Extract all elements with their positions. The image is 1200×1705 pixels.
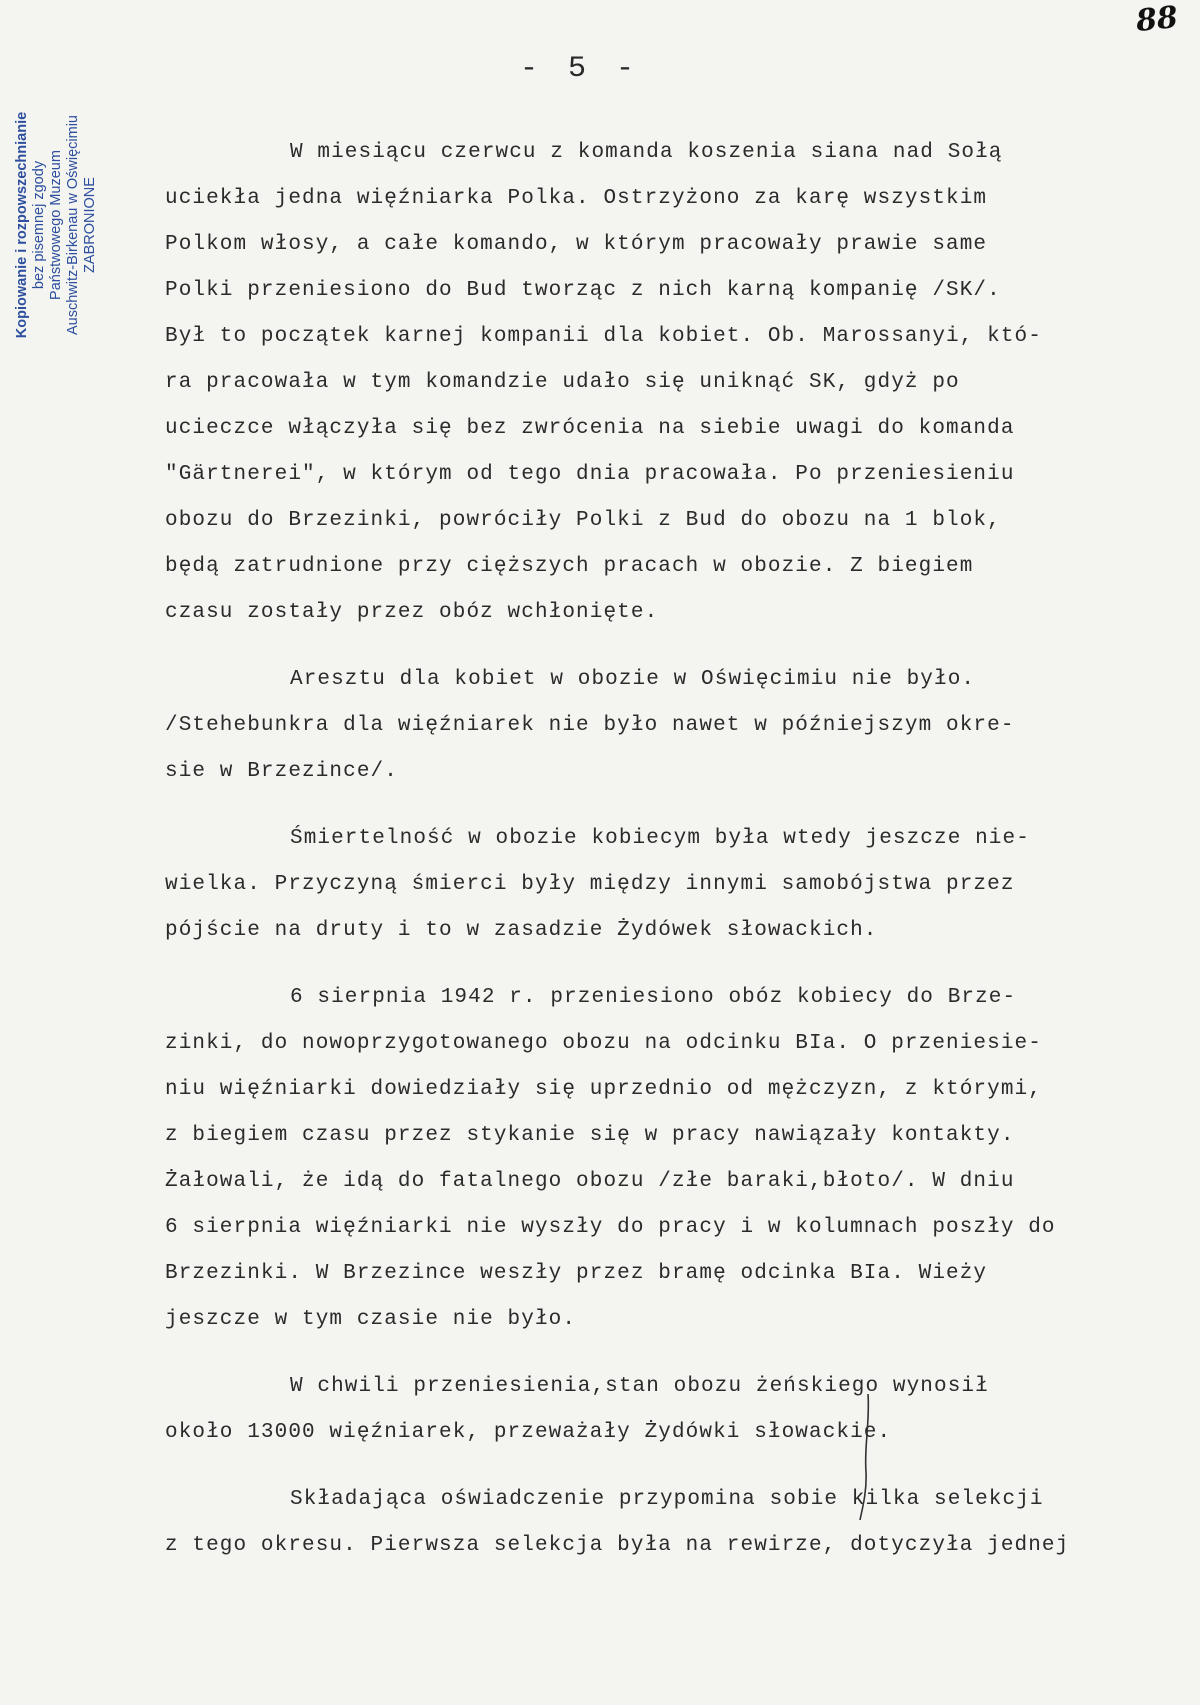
- text-line: ra pracowała w tym komandzie udało się uniknąć SK, gdyż po: [165, 371, 960, 394]
- text-line: zinki, do nowoprzygotowanego obozu na odcinku BIa. O przeniesie-: [165, 1032, 1042, 1055]
- stamp-line: Państwowego Muzeum: [48, 150, 64, 300]
- text-line: Brzezinki. W Brzezince weszły przez bramę odcinka BIa. Wieży: [165, 1262, 988, 1285]
- text-line: Był to początek karnej kompanii dla kobiet. Ob. Marossanyi, któ-: [165, 325, 1042, 348]
- text-line: niu więźniarki dowiedziały się uprzednio od mężczyzn, z którymi,: [165, 1078, 1042, 1101]
- paragraph: [165, 1477, 1170, 1569]
- text-line: W miesiącu czerwcu z komanda koszenia siana nad Sołą: [290, 141, 1003, 164]
- copyright-stamp: [14, 85, 134, 365]
- text-line: Aresztu dla kobiet w obozie w Oświęcimiu nie było.: [290, 668, 976, 691]
- paragraph: [165, 975, 1170, 1343]
- text-line: uciekła jedna więźniarka Polka. Ostrzyżono za karę wszystkim: [165, 187, 988, 210]
- stamp-line: bez pisemnej zgody: [31, 160, 47, 290]
- paragraph: [165, 816, 1170, 954]
- page-number: - 5 -: [520, 52, 641, 86]
- paragraph: [165, 130, 1170, 636]
- text-line: jeszcze w tym czasie nie było.: [165, 1308, 577, 1331]
- text-line: Polki przeniesiono do Bud tworząc z nich karną kompanię /SK/.: [165, 279, 1001, 302]
- paragraph: [165, 657, 1170, 795]
- text-line: z tego okresu. Pierwsza selekcja była na rewirze, dotyczyła jednej: [165, 1534, 1070, 1557]
- text-line: /Stehebunkra dla więźniarek nie było nawet w późniejszym okre-: [165, 714, 1015, 737]
- text-line: Żałowali, że idą do fatalnego obozu /złe baraki,błoto/. W dniu: [165, 1170, 1015, 1193]
- folio-number: 88: [1134, 0, 1180, 40]
- text-line: około 13000 więźniarek, przeważały Żydówki słowackie.: [165, 1421, 892, 1444]
- text-line: wielka. Przyczyną śmierci były między innymi samobójstwa przez: [165, 873, 1015, 896]
- text-line: W chwili przeniesienia,stan obozu żeńskiego wynosił: [290, 1375, 989, 1398]
- text-line: 6 sierpnia 1942 r. przeniesiono obóz kobiecy do Brze-: [290, 986, 1017, 1009]
- text-line: Polkom włosy, a całe komando, w którym pracowały prawie same: [165, 233, 988, 256]
- text-line: pójście na druty i to w zasadzie Żydówek słowackich.: [165, 919, 878, 942]
- document-body: [165, 130, 1170, 1590]
- text-line: "Gärtnerei", w którym od tego dnia pracowała. Po przeniesieniu: [165, 463, 1015, 486]
- text-line: sie w Brzezince/.: [165, 760, 398, 783]
- stamp-line: Kopiowanie i rozpowszechnianie: [14, 111, 30, 339]
- text-line: obozu do Brzezinki, powróciły Polki z Bud do obozu na 1 blok,: [165, 509, 1001, 532]
- text-line: Śmiertelność w obozie kobiecym była wtedy jeszcze nie-: [290, 827, 1030, 850]
- text-line: 6 sierpnia więźniarki nie wyszły do pracy i w kolumnach poszły do: [165, 1216, 1056, 1239]
- text-line: będą zatrudnione przy cięższych pracach w obozie. Z biegiem: [165, 555, 974, 578]
- copyright-stamp-text: [14, 85, 99, 365]
- text-line: Składająca oświadczenie przypomina sobie kilka selekcji: [290, 1488, 1044, 1511]
- text-line: z biegiem czasu przez stykanie się w pracy nawiązały kontakty.: [165, 1124, 1015, 1147]
- text-line: ucieczce włączyła się bez zwrócenia na siebie uwagi do komanda: [165, 417, 1015, 440]
- text-line: czasu zostały przez obóz wchłonięte.: [165, 601, 659, 624]
- stamp-line: Auschwitz-Birkenau w Oświęcimiu: [65, 115, 81, 335]
- paragraph: [165, 1364, 1170, 1456]
- stamp-line: ZABRONIONE: [82, 177, 98, 273]
